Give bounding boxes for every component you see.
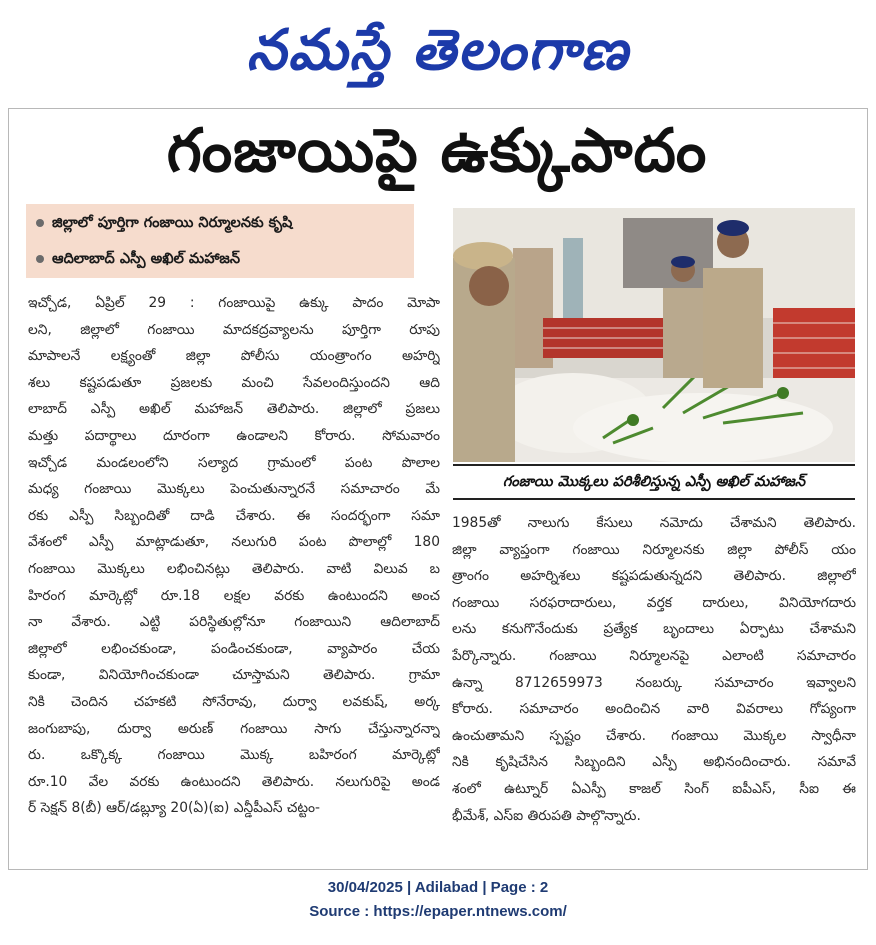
article-line: గంజాయి సరఫరాదారులు, వర్తక దారులు, వినియోగదారు bbox=[452, 594, 856, 611]
footer-dateline: 30/04/2025 | Adilabad | Page : 2 bbox=[327, 879, 549, 896]
article-line: హిరంగ మార్కెట్లో రూ.18 లక్షల వరకు ఉంటుందని అంచ bbox=[28, 587, 440, 604]
article-right-column bbox=[452, 510, 856, 829]
article-left-column bbox=[28, 290, 440, 822]
masthead bbox=[0, 0, 876, 100]
article-line: నికి కృషిచేసిన సిబ్బందిని ఎస్పీ అభినందించారు. సమావే bbox=[452, 754, 856, 771]
article-line: 1985తో నాలుగు కేసులు నమోదు చేశామని తెలిపారు. bbox=[452, 515, 856, 531]
headline: గంజాయిపై ఉక్కుపాదం bbox=[166, 116, 708, 186]
article-line: గంజాయి మొక్కలు లభించినట్లు తెలిపారు. వాటి విలువ బ bbox=[28, 560, 440, 577]
article-line: వేశంలో ఎస్పీ మాట్లాడుతూ, నలుగురి పంట పొలాల్లో 180 bbox=[28, 534, 440, 551]
footer-source: Source : https://epaper.ntnews.com/ bbox=[309, 903, 567, 920]
subhead-item bbox=[36, 244, 408, 274]
article-line: ఇచ్చోడ, ఏప్రిల్ 29 : గంజాయిపై ఉక్కు పాదం మోపా bbox=[28, 295, 440, 311]
article-line: జిల్లా వ్యాప్తంగా గంజాయి నిర్మూలనకు జిల్లా పోలీస్ యం bbox=[452, 541, 856, 558]
photo-caption: గంజాయి మొక్కలు పరిశీలిస్తున్న ఎస్పీ అఖిల్ మహాజన్ bbox=[453, 464, 855, 500]
article-line: లాబాద్ ఎస్పీ అఖిల్ మహాజన్ తెలిపారు. జిల్లాలో ప్రజలు bbox=[28, 401, 440, 418]
article-line: నా వేశారు. ఎట్టి పరిస్థితుల్లోనూ గంజాయిని ఆదిలాబాద్ bbox=[28, 614, 440, 631]
article-line: మాపాలనే లక్ష్యంతో జిల్లా పోలీసు యంత్రాంగం అహర్ని bbox=[28, 348, 440, 365]
article-line: జంగుబాపు, దుర్వా అరుణ్ గంజాయి సాగు చేస్తున్నారన్నా bbox=[28, 720, 440, 737]
newspaper-logo: నమస్తే తెలంగాణ bbox=[246, 17, 630, 83]
article-line: మత్తు పదార్థాలు దూరంగా ఉండాలని కోరారు. సోమవారం bbox=[28, 427, 440, 444]
article-line: జిల్లాలో లభించకుండా, పండించకుండా, వ్యాపారం చేయ bbox=[28, 640, 440, 657]
article-line: లని, జిల్లాలో గంజాయి మాదకద్రవ్యాలను పూర్తిగా రూపు bbox=[28, 321, 440, 338]
article-line: రకు ఎస్పీ సిబ్బందితో దాడి చేశారు. ఈ సందర్భంగా సమా bbox=[28, 507, 440, 524]
subhead-box bbox=[26, 204, 414, 278]
footer bbox=[0, 876, 876, 924]
article-line: ఉంచుతామని స్పష్టం చేశారు. గంజాయి మొక్కల స్వాధీనా bbox=[452, 727, 856, 744]
bullet-icon bbox=[36, 219, 44, 227]
article-line: ఉన్నా 8712659973 నంబర్కు సమాచారం ఇవ్వాలని bbox=[452, 674, 856, 691]
article-line: రూ.10 వేల వరకు ఉంటుందని తెలిపారు. నలుగురిపై అండ bbox=[28, 773, 440, 790]
article-line: కుండా, వినియోగించకుండా చూస్తామని తెలిపారు. గ్రామా bbox=[28, 667, 440, 684]
article-line: మధ్య గంజాయి మొక్కలు పెంచుతున్నారనే సమాచారం మే bbox=[28, 481, 440, 498]
article-line: ర్ సెక్షన్ 8(బీ) ఆర్/డబ్ల్యూ 20(ఏ)(ఐ) ఎన్డీపీఎస్ చట్టం- bbox=[28, 800, 321, 817]
article-line: శలు కష్టపడుతూ ప్రజలకు మంచి సేవలందిస్తుందని ఆది bbox=[28, 374, 440, 391]
article-line: రు. ఒక్కొక్క గంజాయి మొక్క బహిరంగ మార్కెట్లో bbox=[28, 747, 440, 764]
article-line: త్రాంగం అహర్నిశలు కష్టపడుతున్నదని తెలిపారు. జిల్లాలో bbox=[452, 568, 856, 585]
article-line: నికి చెందిన చహకటి సోనేరావు, దుర్వా లవకుష్, అర్క bbox=[28, 693, 440, 710]
article-line: కోరారు. సమాచారం అందించిన వారి వివరాలు గోప్యంగా bbox=[452, 701, 856, 718]
article-line: శంలో ఉట్నూర్ ఏఎస్పీ కాజల్ సింగ్ ఐపీఎస్, సీఐ ఈ bbox=[452, 780, 856, 797]
subhead-text: ఆదిలాబాద్ ఎస్పీ అఖిల్ మహాజన్ bbox=[52, 251, 240, 267]
article-line: భీమేశ్, ఎస్ఐ తిరుపతి పాల్గొన్నారు. bbox=[452, 807, 641, 824]
article-line: పేర్కొన్నారు. గంజాయి నిర్మూలనపై ఎలాంటి సమాచారం bbox=[452, 647, 856, 664]
article-line: ఇచ్చోడ మండలంలోని సల్యాద గ్రామంలో పంట పొలాల bbox=[28, 454, 440, 471]
police-inspecting-plants-photo bbox=[453, 208, 855, 462]
article-line: లను కనుగొనేందుకు ప్రత్యేక బృందాలు ఏర్పాటు చేశామని bbox=[452, 621, 856, 638]
subhead-item bbox=[36, 208, 408, 238]
news-photo bbox=[453, 208, 855, 462]
bullet-icon bbox=[36, 255, 44, 263]
subhead-text: జిల్లాలో పూర్తిగా గంజాయి నిర్మూలనకు కృషి bbox=[52, 215, 293, 231]
